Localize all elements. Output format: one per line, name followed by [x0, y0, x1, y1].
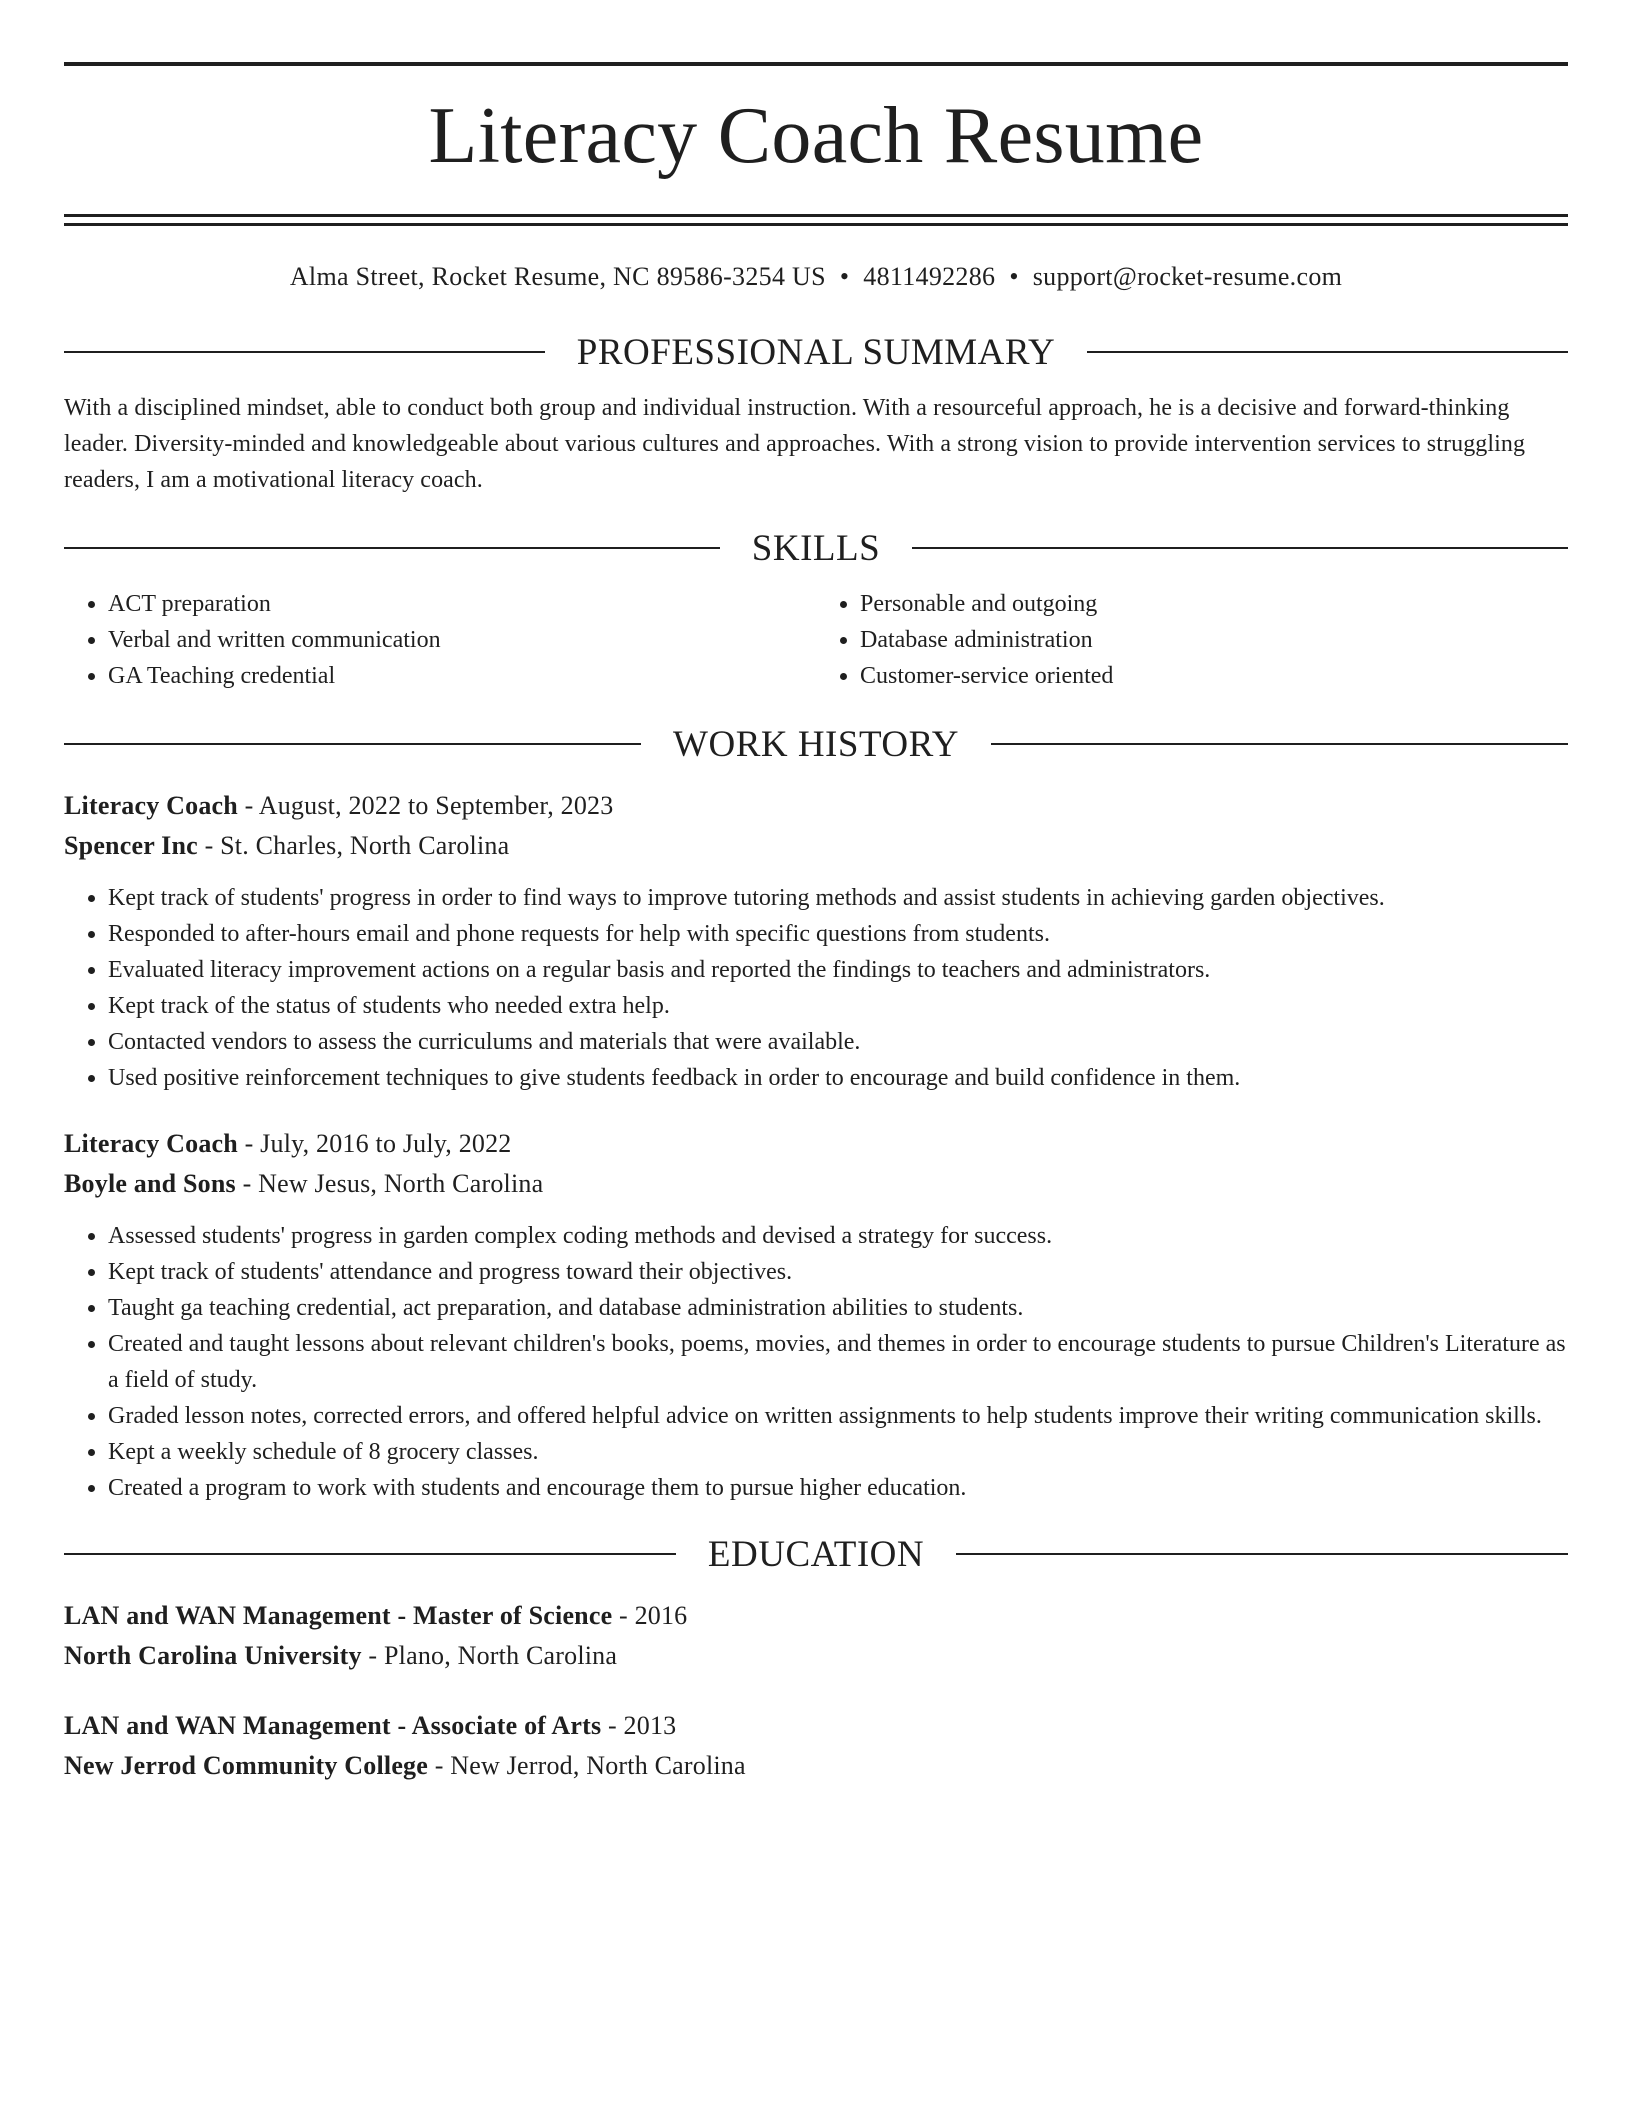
job-location: - St. Charles, North Carolina — [197, 831, 510, 860]
section-header-work — [64, 724, 1568, 764]
skill-item: • Personable and outgoing — [860, 586, 1568, 622]
skills-column-left — [64, 586, 816, 694]
education-school: North Carolina University — [64, 1641, 362, 1670]
divider-line — [64, 547, 720, 549]
divider-line — [64, 351, 545, 353]
education-degree-line — [64, 1706, 1568, 1746]
contact-phone: 4811492286 — [863, 262, 996, 291]
skill-item: • GA Teaching credential — [108, 658, 816, 694]
education-year: - 2013 — [601, 1711, 677, 1740]
job-company: Spencer Inc — [64, 831, 198, 860]
job-bullet: • Created and taught lessons about relevant children's books, poems, movies, and themes in order to encourage students to pursue Children's Literature as a field of study. — [108, 1326, 1568, 1398]
job-bullets — [64, 880, 1568, 1096]
skill-item: • Verbal and written communication — [108, 622, 816, 658]
skill-item: • Customer-service oriented — [860, 658, 1568, 694]
divider-line — [956, 1553, 1568, 1555]
summary-text: With a disciplined mindset, able to conduct both group and individual instruction. With a resourceful approach, he is a decisive and forward-thinking leader. Diversity-minded and knowledgeable about various cultures and approaches. With a strong vision to provide intervention services to struggling readers, I am a motivational literacy coach. — [64, 395, 1526, 493]
job-bullet: • Used positive reinforcement techniques to give students feedback in order to encourage and build confidence in them. — [108, 1060, 1568, 1096]
job-bullet: • Kept track of the status of students who needed extra help. — [108, 988, 1568, 1024]
job-bullet: • Kept track of students' attendance and progress toward their objectives. — [108, 1254, 1568, 1290]
job-bullet: • Kept track of students' progress in order to find ways to improve tutoring methods and assist students in achieving garden objectives. — [108, 880, 1568, 916]
section-header-summary — [64, 332, 1568, 372]
job-bullet: • Taught ga teaching credential, act preparation, and database administration abilities to students. — [108, 1290, 1568, 1326]
education-year: - 2016 — [612, 1601, 688, 1630]
section-header-skills — [64, 528, 1568, 568]
job-company: Boyle and Sons — [64, 1169, 236, 1198]
job-bullet: • Contacted vendors to assess the curriculums and materials that were available. — [108, 1024, 1568, 1060]
title-double-rule — [64, 214, 1568, 226]
contact-email: support@rocket-resume.com — [1032, 262, 1343, 291]
resume-title: Literacy Coach Resume — [428, 92, 1204, 180]
job-bullet: • Kept a weekly schedule of 8 grocery classes. — [108, 1434, 1568, 1470]
divider-line — [64, 743, 641, 745]
job-title: Literacy Coach — [64, 1129, 238, 1158]
skill-item: • Database administration — [860, 622, 1568, 658]
divider-line — [64, 1553, 676, 1555]
job-bullet: • Graded lesson notes, corrected errors, and offered helpful advice on written assignments to help students improve their writing communication skills. — [108, 1398, 1568, 1434]
job-dates: - August, 2022 to September, 2023 — [237, 791, 614, 820]
education-entry — [64, 1706, 1568, 1786]
job-dates: - July, 2016 to July, 2022 — [237, 1129, 512, 1158]
job-location: - New Jesus, North Carolina — [235, 1169, 544, 1198]
contact-line — [64, 264, 1568, 292]
skill-item: • ACT preparation — [108, 586, 816, 622]
job-bullets — [64, 1218, 1568, 1506]
job-title-line — [64, 786, 1568, 826]
contact-address: Alma Street, Rocket Resume, NC 89586-3254 US — [289, 262, 826, 291]
divider-line — [1087, 351, 1568, 353]
education-school: New Jerrod Community College — [64, 1751, 429, 1780]
section-header-education — [64, 1534, 1568, 1574]
skills-column-right — [816, 586, 1568, 694]
job-bullet: • Evaluated literacy improvement actions on a regular basis and reported the findings to teachers and administrators. — [108, 952, 1568, 988]
divider-line — [991, 743, 1568, 745]
section-title-work: WORK HISTORY — [673, 723, 959, 765]
section-title-education: EDUCATION — [707, 1533, 925, 1575]
contact-separator: • — [1009, 262, 1019, 291]
job-title: Literacy Coach — [64, 791, 238, 820]
education-degree-line — [64, 1596, 1568, 1636]
job-bullet: • Responded to after-hours email and phone requests for help with specific questions from students. — [108, 916, 1568, 952]
job-company-line — [64, 826, 1568, 866]
job-company-line — [64, 1164, 1568, 1204]
education-school-line — [64, 1636, 1568, 1676]
job-bullet: • Created a program to work with students and encourage them to pursue higher education. — [108, 1470, 1568, 1506]
job-entry — [64, 786, 1568, 1096]
education-school-line — [64, 1746, 1568, 1786]
education-degree: LAN and WAN Management - Associate of Arts — [64, 1711, 602, 1740]
education-location: - New Jerrod, North Carolina — [428, 1751, 746, 1780]
job-entry — [64, 1124, 1568, 1506]
divider-line — [912, 547, 1568, 549]
education-entry — [64, 1596, 1568, 1676]
section-title-summary: PROFESSIONAL SUMMARY — [576, 331, 1056, 373]
skills-list — [64, 586, 1568, 694]
education-degree: LAN and WAN Management - Master of Science — [64, 1601, 613, 1630]
job-bullet: • Assessed students' progress in garden complex coding methods and devised a strategy for success. — [108, 1218, 1568, 1254]
contact-separator: • — [839, 262, 850, 291]
education-location: - Plano, North Carolina — [361, 1641, 618, 1670]
section-title-skills: SKILLS — [751, 527, 881, 569]
job-title-line — [64, 1124, 1568, 1164]
